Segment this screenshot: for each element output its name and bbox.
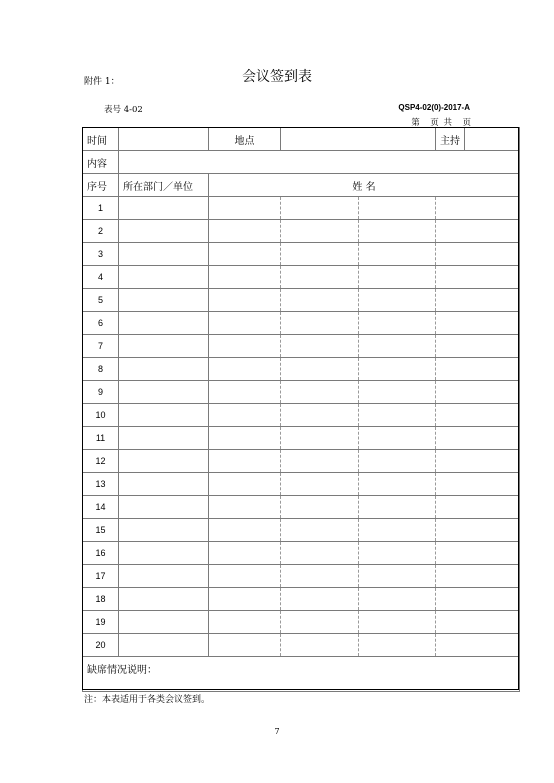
name-cell[interactable] [209,519,281,542]
name-cell[interactable] [281,381,359,404]
row-number: 18 [83,588,119,611]
name-cell[interactable] [436,289,520,312]
name-cell[interactable] [359,473,436,496]
dept-cell[interactable] [119,611,209,634]
name-cell[interactable] [359,404,436,427]
dept-cell[interactable] [119,588,209,611]
row-number: 17 [83,565,119,588]
row-number: 11 [83,427,119,450]
name-cell[interactable] [436,634,520,657]
absence-row [83,657,520,692]
name-cell[interactable] [209,634,281,657]
dept-cell[interactable] [119,473,209,496]
name-cell[interactable] [281,197,359,220]
name-cell[interactable] [281,634,359,657]
name-cell[interactable] [436,312,520,335]
table-row [83,243,520,266]
name-cell[interactable] [281,312,359,335]
table-row [83,611,520,634]
row-number: 8 [83,358,119,381]
name-cell[interactable] [436,473,520,496]
table-row [83,450,520,473]
dept-cell[interactable] [119,519,209,542]
row-number: 1 [83,197,119,220]
dept-cell[interactable] [119,496,209,519]
attachment-label: 附件 1： [84,77,120,87]
name-cell[interactable] [209,312,281,335]
table-row [83,519,520,542]
table-row [83,496,520,519]
name-cell[interactable] [359,519,436,542]
name-cell[interactable] [209,266,281,289]
col-seq-header: 序号 [83,174,119,197]
name-cell[interactable] [209,220,281,243]
host-field[interactable] [465,128,520,151]
name-cell[interactable] [436,243,520,266]
name-cell[interactable] [359,243,436,266]
table-row [83,542,520,565]
name-cell[interactable] [359,220,436,243]
host-label: 主持 [436,128,465,151]
table-row [83,335,520,358]
col-name-header: 姓 名 [209,174,520,197]
name-cell[interactable] [436,450,520,473]
name-cell[interactable] [359,450,436,473]
dept-cell[interactable] [119,450,209,473]
name-cell[interactable] [281,542,359,565]
name-cell[interactable] [281,243,359,266]
dept-cell[interactable] [119,335,209,358]
row-number: 9 [83,381,119,404]
name-cell[interactable] [436,381,520,404]
row-number: 20 [83,634,119,657]
name-cell[interactable] [281,519,359,542]
name-cell[interactable] [209,565,281,588]
row-number: 15 [83,519,119,542]
name-cell[interactable] [281,473,359,496]
dept-cell[interactable] [119,243,209,266]
dept-cell[interactable] [119,266,209,289]
name-cell[interactable] [436,519,520,542]
name-cell[interactable] [209,335,281,358]
row-number: 6 [83,312,119,335]
name-cell[interactable] [436,588,520,611]
name-cell[interactable] [209,427,281,450]
name-cell[interactable] [281,266,359,289]
dept-cell[interactable] [119,427,209,450]
name-cell[interactable] [359,381,436,404]
dept-cell[interactable] [119,565,209,588]
name-cell[interactable] [359,496,436,519]
name-cell[interactable] [436,220,520,243]
name-cell[interactable] [209,611,281,634]
dept-cell[interactable] [119,289,209,312]
absence-label[interactable]: 缺席情况说明： [83,657,520,692]
name-cell[interactable] [436,496,520,519]
name-cell[interactable] [436,427,520,450]
name-cell[interactable] [359,542,436,565]
dept-cell[interactable] [119,358,209,381]
name-cell[interactable] [359,289,436,312]
name-cell[interactable] [436,565,520,588]
name-cell[interactable] [209,289,281,312]
place-label: 地点 [209,128,281,151]
name-cell[interactable] [359,335,436,358]
row-number: 7 [83,335,119,358]
time-label: 时间 [83,128,119,151]
name-cell[interactable] [359,266,436,289]
col-dept-header: 所在部门／单位 [119,174,209,197]
name-cell[interactable] [281,427,359,450]
form-number: 表号 4-02 [104,105,143,115]
name-cell[interactable] [209,381,281,404]
dept-cell[interactable] [119,197,209,220]
name-cell[interactable] [436,611,520,634]
dept-cell[interactable] [119,220,209,243]
sign-in-rows [83,197,520,657]
table-row [83,381,520,404]
name-cell[interactable] [436,358,520,381]
table-row [83,404,520,427]
row-number: 10 [83,404,119,427]
name-cell[interactable] [209,197,281,220]
name-cell[interactable] [209,473,281,496]
name-cell[interactable] [281,588,359,611]
name-cell[interactable] [359,634,436,657]
name-cell[interactable] [281,289,359,312]
row-number: 14 [83,496,119,519]
dept-cell[interactable] [119,312,209,335]
name-cell[interactable] [209,358,281,381]
name-cell[interactable] [209,542,281,565]
page-info: 第 页 共 页 [411,118,472,128]
name-cell[interactable] [359,565,436,588]
time-field[interactable] [119,128,209,151]
dept-cell[interactable] [119,542,209,565]
place-field[interactable] [281,128,436,151]
dept-cell[interactable] [119,404,209,427]
row-number: 2 [83,220,119,243]
row-number: 4 [83,266,119,289]
table-row [83,634,520,657]
table-row [83,197,520,220]
content-field[interactable] [119,151,520,174]
name-cell[interactable] [359,197,436,220]
name-cell[interactable] [281,220,359,243]
name-cell[interactable] [281,496,359,519]
name-cell[interactable] [281,335,359,358]
name-cell[interactable] [209,404,281,427]
dept-cell[interactable] [119,381,209,404]
name-cell[interactable] [359,358,436,381]
name-cell[interactable] [359,312,436,335]
name-cell[interactable] [209,588,281,611]
time-row [83,128,520,151]
name-cell[interactable] [436,197,520,220]
name-cell[interactable] [436,542,520,565]
name-cell[interactable] [436,335,520,358]
name-cell[interactable] [359,588,436,611]
document-code: QSP4-02(0)-2017-A [398,103,470,112]
name-cell[interactable] [281,611,359,634]
row-number: 13 [83,473,119,496]
name-cell[interactable] [209,496,281,519]
content-row [83,151,520,174]
table-row [83,289,520,312]
content-label: 内容 [83,151,119,174]
row-number: 5 [83,289,119,312]
sign-in-table [82,127,520,692]
table-row [83,220,520,243]
column-header-row [83,174,520,197]
table-row [83,312,520,335]
name-cell[interactable] [359,611,436,634]
name-cell[interactable] [436,404,520,427]
table-row [83,266,520,289]
name-cell[interactable] [281,565,359,588]
table-row [83,427,520,450]
table-row [83,358,520,381]
name-cell[interactable] [359,427,436,450]
table-row [83,473,520,496]
dept-cell[interactable] [119,634,209,657]
name-cell[interactable] [281,404,359,427]
table-row [83,588,520,611]
row-number: 12 [83,450,119,473]
row-number: 16 [83,542,119,565]
page-title: 会议签到表 [242,69,312,85]
name-cell[interactable] [436,266,520,289]
row-number: 3 [83,243,119,266]
footer-note: 注：本表适用于各类会议签到。 [84,695,211,705]
row-number: 19 [83,611,119,634]
name-cell[interactable] [281,450,359,473]
page-number: 7 [274,727,280,736]
name-cell[interactable] [209,450,281,473]
table-row [83,565,520,588]
name-cell[interactable] [281,358,359,381]
name-cell[interactable] [209,243,281,266]
